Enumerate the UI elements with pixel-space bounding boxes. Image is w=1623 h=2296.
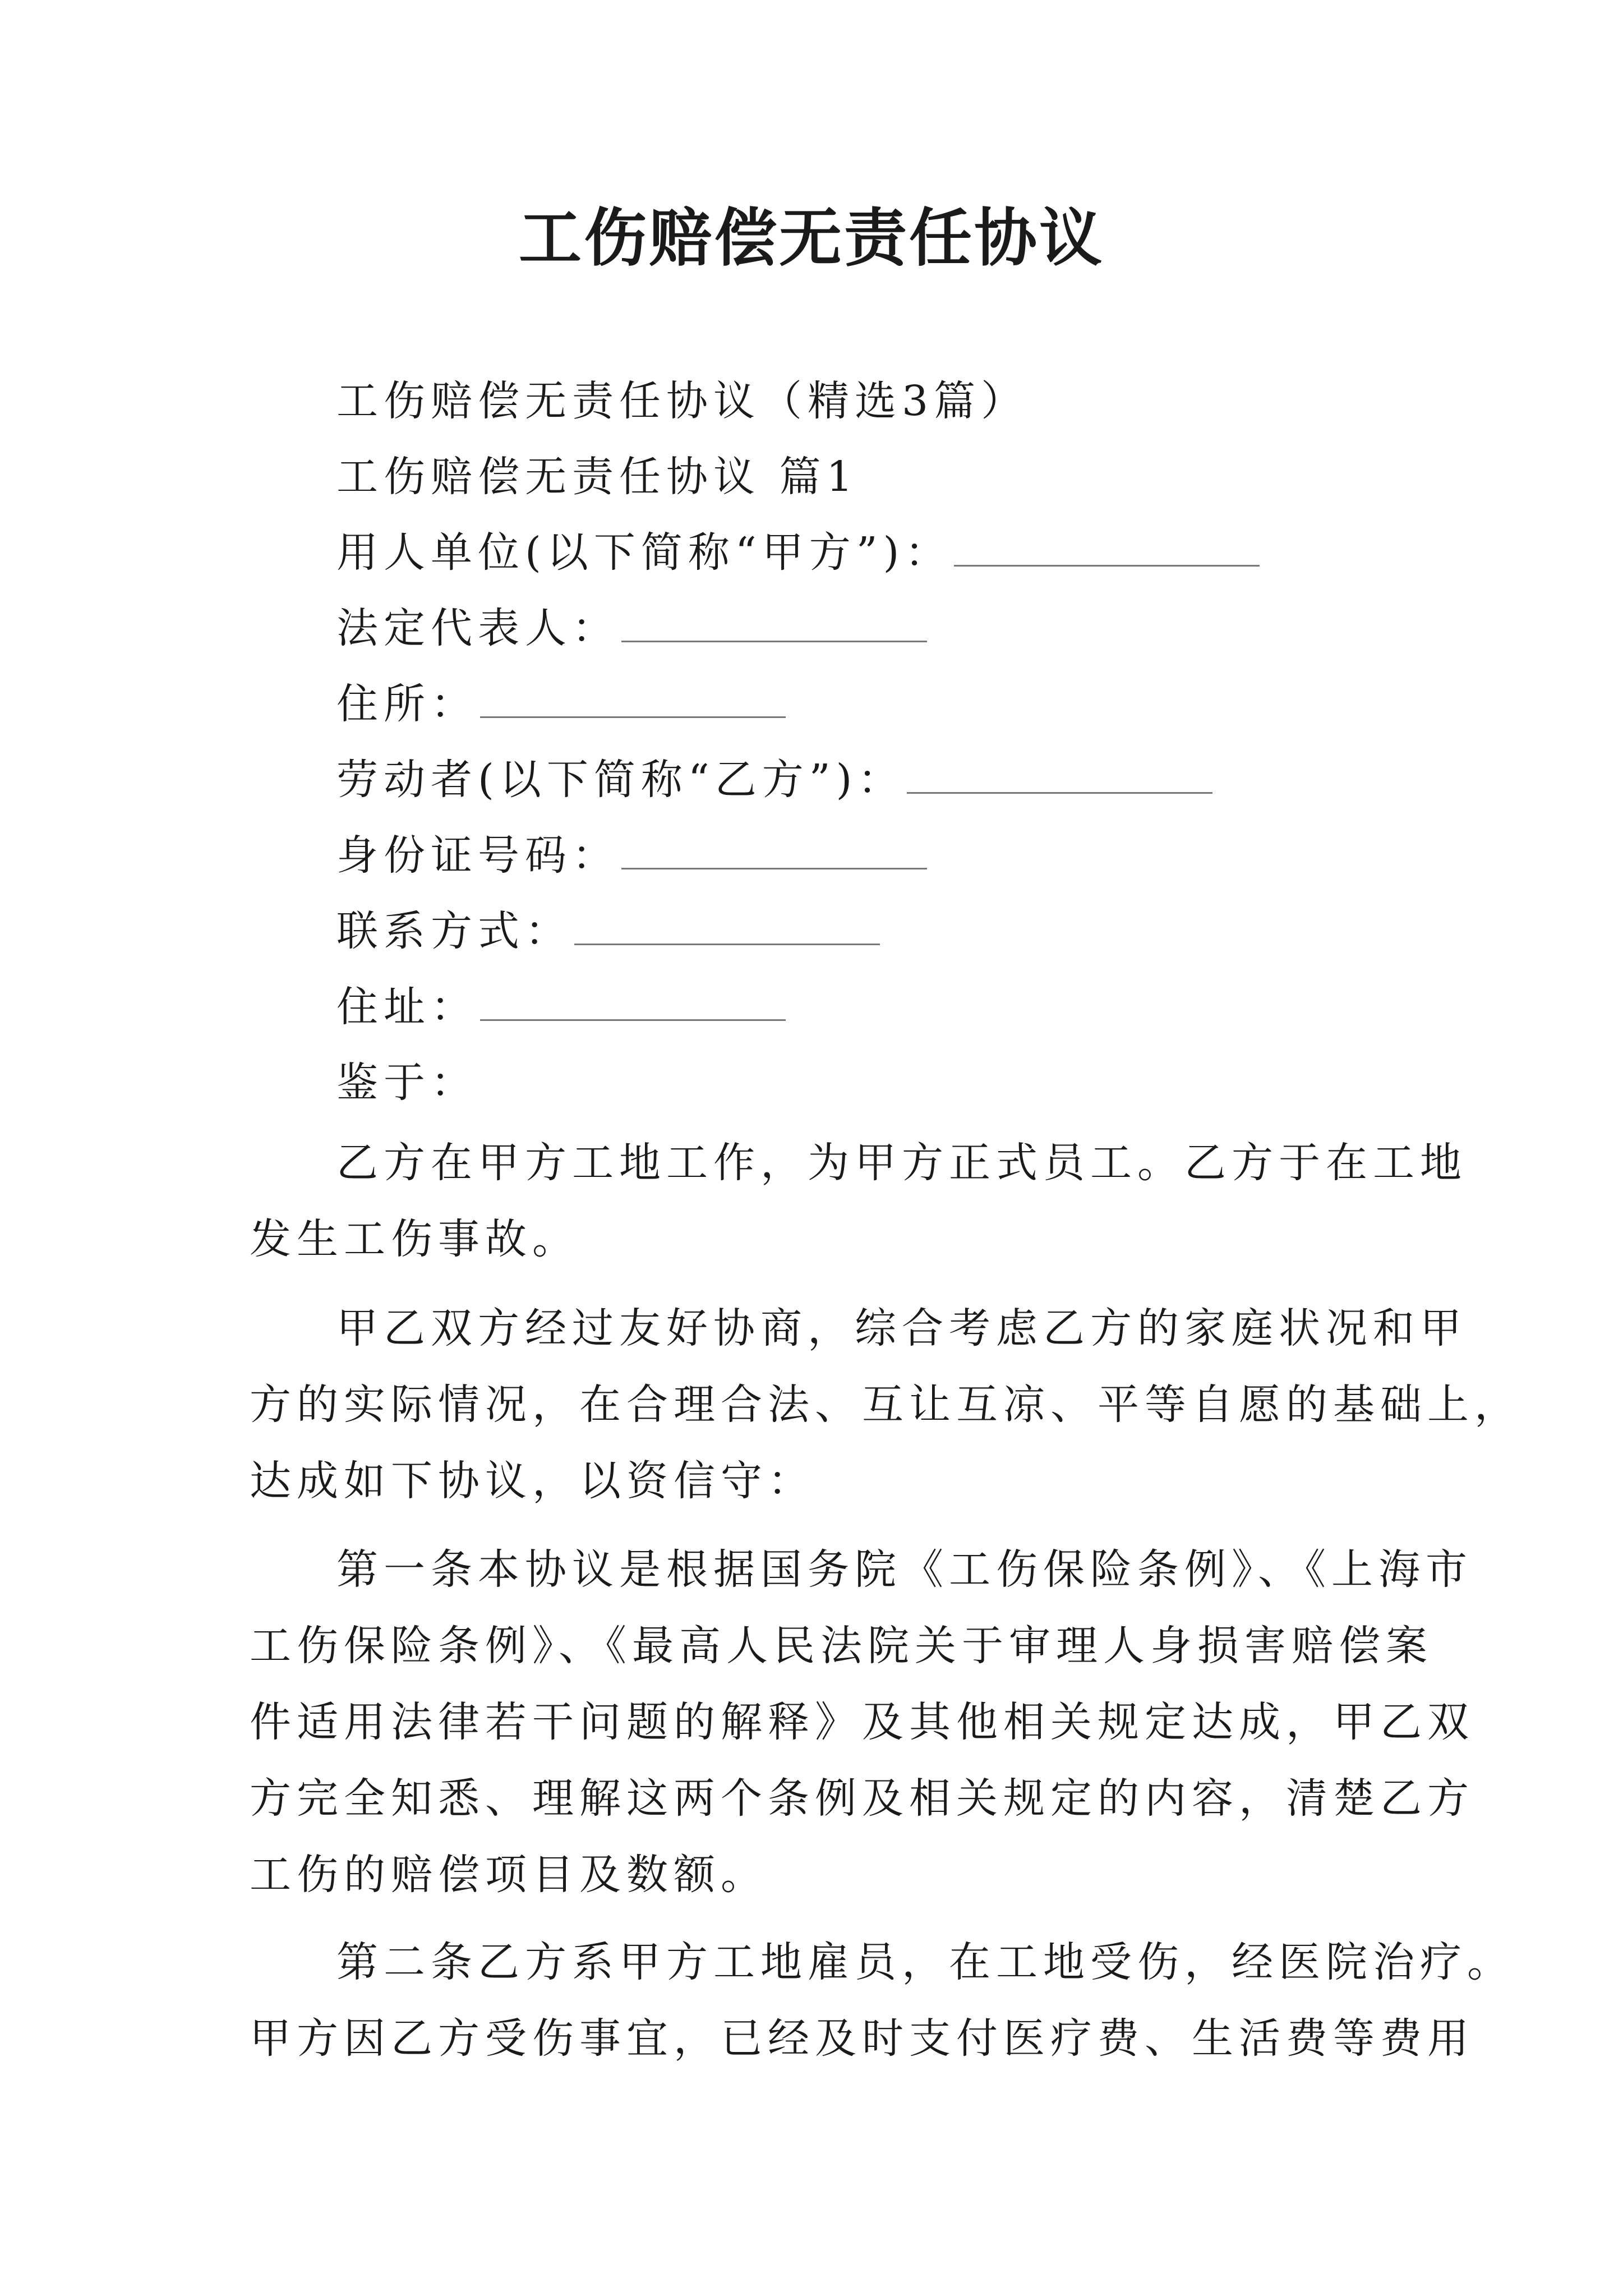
field-employer-blank <box>954 562 1260 567</box>
field-address-label: 住址： <box>336 983 478 1031</box>
paragraph-line: 工伤的赔偿项目及数额。 <box>250 1851 768 1899</box>
paragraph-line: 达成如下协议，以资信守： <box>250 1457 815 1505</box>
document-title: 工伤赔偿无责任协议 <box>519 201 1104 275</box>
field-id-number-label: 身份证号码： <box>336 831 619 880</box>
paragraph-line: 件适用法律若干问题的解释》及其他相关规定达成，甲乙双 <box>250 1698 1474 1746</box>
paragraph-1 <box>250 1125 1467 1277</box>
field-worker-label: 劳动者(以下简称“乙方”)： <box>336 756 905 804</box>
collection-title: 工伤赔偿无责任协议（精选3篇） <box>336 377 1029 425</box>
paragraph-line: 第二条乙方系甲方工地雇员，在工地受伤，经医院治疗。 <box>336 1938 1514 1986</box>
field-contact-blank <box>574 940 880 945</box>
paragraph-line: 方完全知悉、理解这两个条例及相关规定的内容，清楚乙方 <box>250 1774 1474 1823</box>
paragraph-line: 发生工伤事故。 <box>250 1215 579 1263</box>
field-legal-representative-blank <box>621 637 927 642</box>
field-worker <box>336 752 1212 808</box>
paragraph-line: 方的实际情况，在合理合法、互让互凉、平等自愿的基础上， <box>250 1381 1521 1429</box>
article-heading: 工伤赔偿无责任协议 篇1 <box>336 453 859 501</box>
field-address <box>336 979 786 1035</box>
field-address-blank <box>480 1016 786 1021</box>
paragraph-line: 甲乙双方经过友好协商，综合考虑乙方的家庭状况和甲 <box>336 1304 1467 1352</box>
field-legal-representative-label: 法定代表人： <box>336 604 619 652</box>
paragraph-line: 工伤保险条例》、《最高人民法院关于审理人身损害赔偿案 <box>250 1622 1433 1670</box>
field-contact-label: 联系方式： <box>336 907 572 955</box>
field-employer-label: 用人单位(以下简称“甲方”)： <box>336 528 952 577</box>
field-domicile-blank <box>480 713 786 718</box>
field-legal-representative <box>336 600 927 656</box>
paragraph-line: 第一条本协议是根据国务院《工伤保险条例》、《上海市 <box>336 1545 1473 1594</box>
field-domicile <box>336 676 786 732</box>
whereas-heading: 鉴于： <box>336 1059 478 1107</box>
field-domicile-label: 住所： <box>336 680 478 728</box>
field-worker-blank <box>907 789 1212 794</box>
paragraph-line: 甲方因乙方受伤事宜，已经及时支付医疗费、生活费等费用 <box>250 2014 1474 2063</box>
field-contact <box>336 903 880 959</box>
field-employer <box>336 524 1260 581</box>
field-id-number-blank <box>621 864 927 869</box>
field-id-number <box>336 827 927 884</box>
paragraph-line: 乙方在甲方工地工作，为甲方正式员工。乙方于在工地 <box>336 1139 1467 1187</box>
paragraph-2 <box>250 1290 1521 1519</box>
paragraph-3 <box>250 1531 1474 1913</box>
paragraph-4 <box>250 1924 1514 2077</box>
